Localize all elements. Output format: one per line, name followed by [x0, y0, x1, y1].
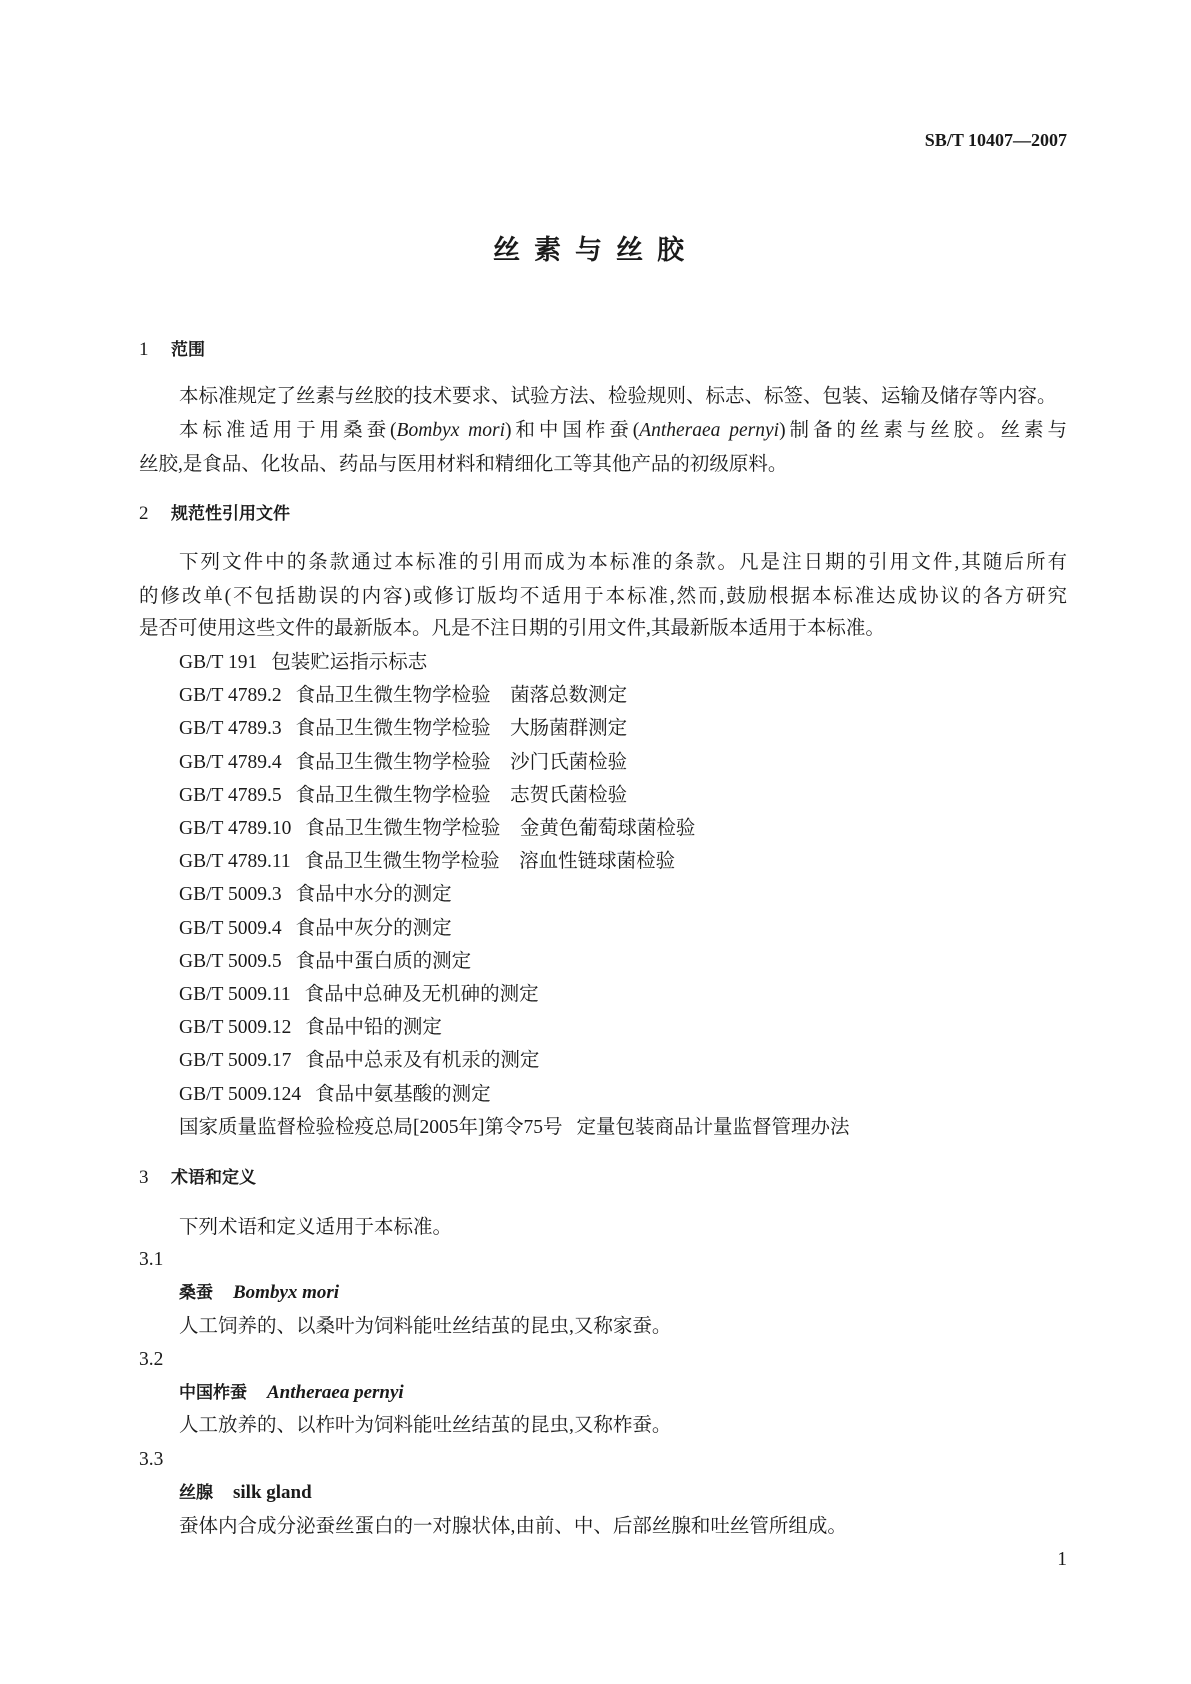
- reference-item: [179, 713, 627, 745]
- reference-code: GB/T 4789.10: [179, 818, 292, 839]
- term-zh: 中国柞蚕: [179, 1383, 247, 1403]
- reference-item: [179, 747, 627, 779]
- reference-code: GB/T 5009.11: [179, 984, 291, 1005]
- term-heading: [179, 1477, 312, 1509]
- term-heading: [179, 1377, 404, 1409]
- reference-title: 食品中总砷及无机砷的测定: [304, 984, 539, 1005]
- reference-code: GB/T 191: [179, 652, 258, 673]
- reference-item: [179, 680, 627, 712]
- paragraph: 下列术语和定义适用于本标准。: [179, 1217, 453, 1238]
- latin-name: Antheraea pernyi: [639, 420, 780, 441]
- text: 本标准适用于用桑蚕(: [179, 420, 397, 441]
- reference-title: 食品中氨基酸的测定: [315, 1083, 491, 1105]
- reference-code: GB/T 4789.4: [179, 751, 282, 773]
- reference-item: [179, 780, 627, 812]
- term-zh: 丝腺: [179, 1483, 213, 1503]
- document-title: 丝素与丝胶: [493, 235, 698, 266]
- reference-title: 食品卫生微生物学检验 菌落总数测定: [295, 685, 628, 707]
- reference-title: 食品卫生微生物学检验 溶血性链球菌检验: [304, 851, 676, 873]
- reference-item: [179, 913, 452, 945]
- reference-title: 食品中总汞及有机汞的测定: [305, 1050, 540, 1072]
- section-title: 范围: [171, 340, 205, 360]
- reference-code: 国家质量监督检验检疫总局[2005年]第令75号: [179, 1116, 563, 1138]
- reference-code: GB/T 4789.11: [179, 851, 291, 873]
- term-en: silk gland: [233, 1482, 312, 1503]
- standard-number: SB/T 10407—2007: [924, 130, 1067, 150]
- reference-code: GB/T 5009.5: [179, 950, 282, 972]
- reference-item: [179, 813, 695, 845]
- term-definition: 人工放养的、以柞叶为饲料能吐丝结茧的昆虫,又称柞蚕。: [179, 1415, 672, 1436]
- paragraph: 的修改单(不包括勘误的内容)或修订版均不适用于本标准,然而,鼓励根据本标准达成协议的各方研究: [139, 586, 1067, 607]
- reference-title: 食品中灰分的测定: [295, 917, 452, 939]
- paragraph: 本标准规定了丝素与丝胶的技术要求、试验方法、检验规则、标志、标签、包装、运输及储存等内容。: [179, 386, 1057, 407]
- reference-code: GB/T 4789.5: [179, 784, 282, 806]
- text: )制备的丝素与丝胶。丝素与: [779, 420, 1067, 441]
- paragraph: 下列文件中的条款通过本标准的引用而成为本标准的条款。凡是注日期的引用文件,其随后所有: [179, 552, 1067, 573]
- reference-title: 定量包装商品计量监督管理办法: [576, 1116, 850, 1138]
- section-3-heading: [139, 1162, 256, 1194]
- reference-title: 食品卫生微生物学检验 大肠菌群测定: [295, 718, 628, 740]
- reference-code: GB/T 5009.12: [179, 1017, 292, 1039]
- section-2-heading: [139, 498, 290, 530]
- reference-title: 食品中铅的测定: [305, 1017, 442, 1039]
- reference-item: [179, 979, 539, 1011]
- term-zh: 桑蚕: [179, 1283, 213, 1303]
- reference-code: GB/T 5009.4: [179, 917, 282, 939]
- reference-code: GB/T 5009.17: [179, 1050, 292, 1072]
- term-heading: [179, 1277, 339, 1309]
- term-definition: 人工饲养的、以桑叶为饲料能吐丝结茧的昆虫,又称家蚕。: [179, 1316, 672, 1337]
- reference-code: GB/T 5009.124: [179, 1083, 302, 1105]
- term-number: 3.3: [139, 1449, 164, 1470]
- section-number: 1: [139, 339, 149, 360]
- paragraph: 是否可使用这些文件的最新版本。凡是不注日期的引用文件,其最新版本适用于本标准。: [139, 618, 885, 639]
- term-definition: 蚕体内合成分泌蚕丝蛋白的一对腺状体,由前、中、后部丝腺和吐丝管所组成。: [179, 1516, 847, 1537]
- reference-title: 食品卫生微生物学检验 金黄色葡萄球菌检验: [305, 818, 696, 839]
- page-number: 1: [1057, 1549, 1067, 1570]
- reference-item: [179, 846, 675, 878]
- paragraph: [179, 415, 1067, 447]
- reference-item: [179, 1112, 850, 1144]
- term-en: Antheraea pernyi: [267, 1382, 404, 1403]
- term-number: 3.1: [139, 1249, 164, 1270]
- reference-item: [179, 1079, 491, 1111]
- reference-item: [179, 879, 452, 911]
- reference-title: 食品卫生微生物学检验 志贺氏菌检验: [295, 784, 628, 806]
- section-1-heading: [139, 334, 205, 366]
- reference-code: GB/T 4789.2: [179, 685, 282, 707]
- reference-code: GB/T 5009.3: [179, 884, 282, 906]
- reference-code: GB/T 4789.3: [179, 718, 282, 740]
- reference-title: 包装贮运指示标志: [271, 652, 428, 673]
- section-title: 术语和定义: [171, 1168, 256, 1188]
- section-number: 3: [139, 1167, 149, 1188]
- reference-title: 食品卫生微生物学检验 沙门氏菌检验: [295, 751, 628, 773]
- reference-item: [179, 647, 427, 679]
- section-number: 2: [139, 503, 149, 524]
- term-number: 3.2: [139, 1349, 164, 1370]
- latin-name: Bombyx mori: [396, 420, 506, 441]
- reference-item: [179, 1012, 442, 1044]
- paragraph: 丝胶,是食品、化妆品、药品与医用材料和精细化工等其他产品的初级原料。: [139, 454, 788, 475]
- text: )和中国柞蚕(: [505, 420, 640, 441]
- reference-item: [179, 1045, 539, 1077]
- reference-title: 食品中水分的测定: [295, 884, 452, 906]
- reference-item: [179, 946, 471, 978]
- reference-title: 食品中蛋白质的测定: [295, 950, 472, 972]
- section-title: 规范性引用文件: [171, 504, 290, 524]
- term-en: Bombyx mori: [233, 1282, 340, 1303]
